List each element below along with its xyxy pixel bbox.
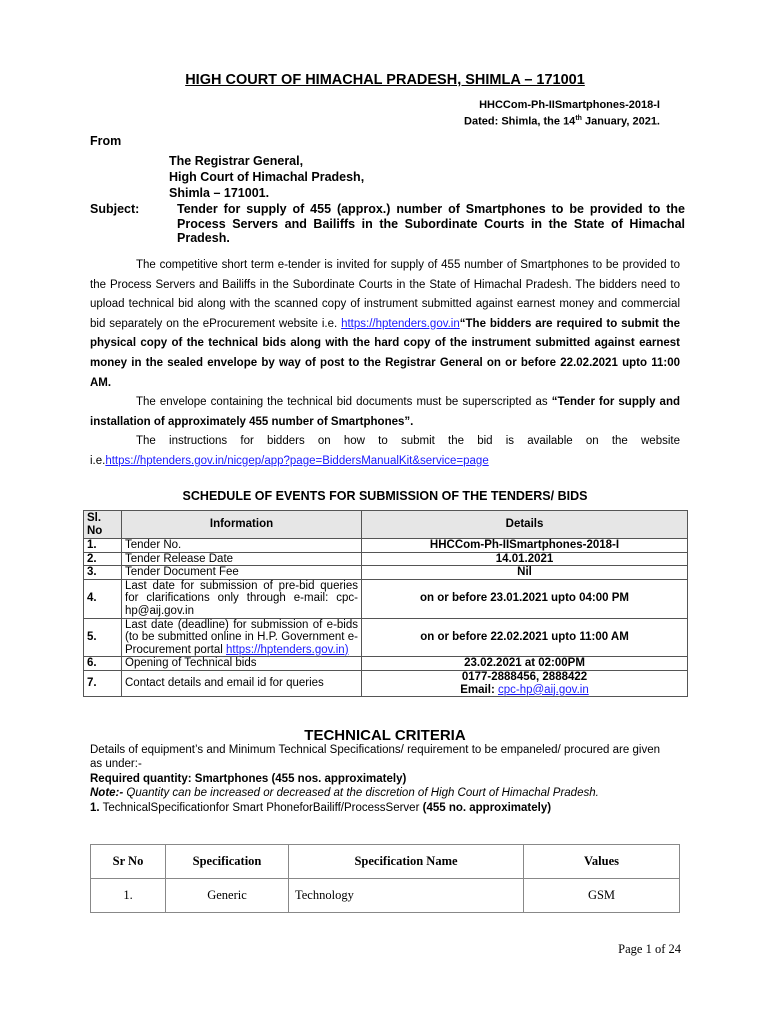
reference-block <box>464 98 660 129</box>
header-specification-name: Specification Name <box>289 845 524 879</box>
paragraph-envelope: The envelope containing the technical bid documents must be superscripted as “Tender for supply and installation of approximately 455 number of Smartphones”. <box>90 396 681 428</box>
header-details: Details <box>362 511 688 539</box>
table-header-row <box>84 511 688 539</box>
technical-criteria-heading: TECHNICAL CRITERIA <box>304 727 466 744</box>
table-row: 3. Tender Document Fee Nil <box>84 566 688 580</box>
address-line: High Court of Himachal Pradesh, <box>169 170 365 184</box>
subject-label: Subject: <box>90 202 140 216</box>
contact-email: Email: cpc-hp@aij.gov.in <box>460 683 589 696</box>
table-header-row <box>91 845 680 879</box>
subject-text: Tender for supply of 455 (approx.) number of Smartphones to be provided to the Process Servers and Bailiffs in the Subordinate Courts in the State of Himachal Pradesh. <box>177 202 685 245</box>
criteria-intro: Details of equipment’s and Minimum Technical Specifications/ requirement to be empaneled/ procured are given as under:- <box>90 744 660 771</box>
paragraph-tender-intro: The competitive short term e-tender is invited for supply of 455 number of Smartphones to be provided to the Process Servers and Bailiffs in the Subordinate Courts in the State of Himachal Pradesh. The bidders need to upload technical bid along with the scanned copy of instrument submitted against earnest money and commercial bid separately on the eProcurement website i.e. https://hptenders.gov.in“The bidders are required to submit the physical copy of the technical bids along with the hard copy of the instrument submitted against earnest money in the sealed envelope by way of post to the Registrar General on or before 22.02.2021 upto 11:00 AM. <box>90 259 680 389</box>
header-values: Values <box>524 845 680 879</box>
table-row: 1. Tender No. HHCCom-Ph-IISmartphones-2018-I <box>84 539 688 553</box>
contact-phone: 0177-2888456, 2888422 <box>461 670 588 683</box>
header-specification: Specification <box>166 845 289 879</box>
table-row: 6. Opening of Technical bids 23.02.2021 at 02:00PM <box>84 657 688 671</box>
address-line: The Registrar General, <box>169 154 304 168</box>
portal-link[interactable]: https://hptenders.gov.in) <box>226 643 349 656</box>
body-text <box>90 256 680 472</box>
reference-number: HHCCom-Ph-IISmartphones-2018-I <box>479 99 660 111</box>
spec-item-heading: 1. TechnicalSpecificationfor Smart PhoneforBailiff/ProcessServer (455 no. approximately) <box>90 801 552 814</box>
table-row: 1. Generic Technology GSM <box>91 879 680 913</box>
paragraph-instructions: The instructions for bidders on how to submit the bid is available on the website i.e.https://hptenders.gov.in/nicgep/app?page=BiddersManualKit&service=page <box>90 435 680 467</box>
sender-address <box>169 153 364 201</box>
table-row: 5. Last date (deadline) for submission of e-bids (to be submitted online in H.P. Government e-Procurement portal https://hptenders.gov.in) on or before 22.02.2021 upto 11:00 AM <box>84 618 688 657</box>
quantity-note: Note:- Quantity can be increased or decreased at the discretion of High Court of Himachal Pradesh. <box>90 787 599 800</box>
address-line: Shimla – 171001. <box>169 186 270 200</box>
hptenders-link[interactable]: https://hptenders.gov.in <box>341 317 460 330</box>
page-title: HIGH COURT OF HIMACHAL PRADESH, SHIMLA – 171001 <box>185 72 585 88</box>
required-quantity: Required quantity: Smartphones (455 nos. approximately) <box>90 772 407 785</box>
page-number: Page 1 of 24 <box>618 942 681 956</box>
from-label: From <box>90 134 122 148</box>
header-sr-no: Sr No <box>91 845 166 879</box>
bidders-manual-link[interactable]: https://hptenders.gov.in/nicgep/app?page=BiddersManualKit&service=page <box>105 454 489 467</box>
table-row: 2. Tender Release Date 14.01.2021 <box>84 552 688 566</box>
table-row: 7. Contact details and email id for queries 0177-2888456, 2888422 Email: cpc-hp@aij.gov.in <box>84 670 688 696</box>
schedule-heading: SCHEDULE OF EVENTS FOR SUBMISSION OF THE TENDERS/ BIDS <box>182 489 588 503</box>
schedule-table <box>83 510 688 697</box>
specification-table <box>90 844 680 913</box>
email-link[interactable]: cpc-hp@aij.gov.in <box>497 683 589 696</box>
header-information: Information <box>122 511 362 539</box>
header-sl-no: Sl. No <box>84 511 122 539</box>
table-row: 4. Last date for submission of pre-bid queries for clarifications only through e-mail: cpc-hp@aij.gov.in on or before 23.01.2021 upto 04:00 PM <box>84 579 688 618</box>
dated-line: Dated: Shimla, the 14th January, 2021. <box>464 115 660 128</box>
technical-criteria-text <box>90 743 660 815</box>
